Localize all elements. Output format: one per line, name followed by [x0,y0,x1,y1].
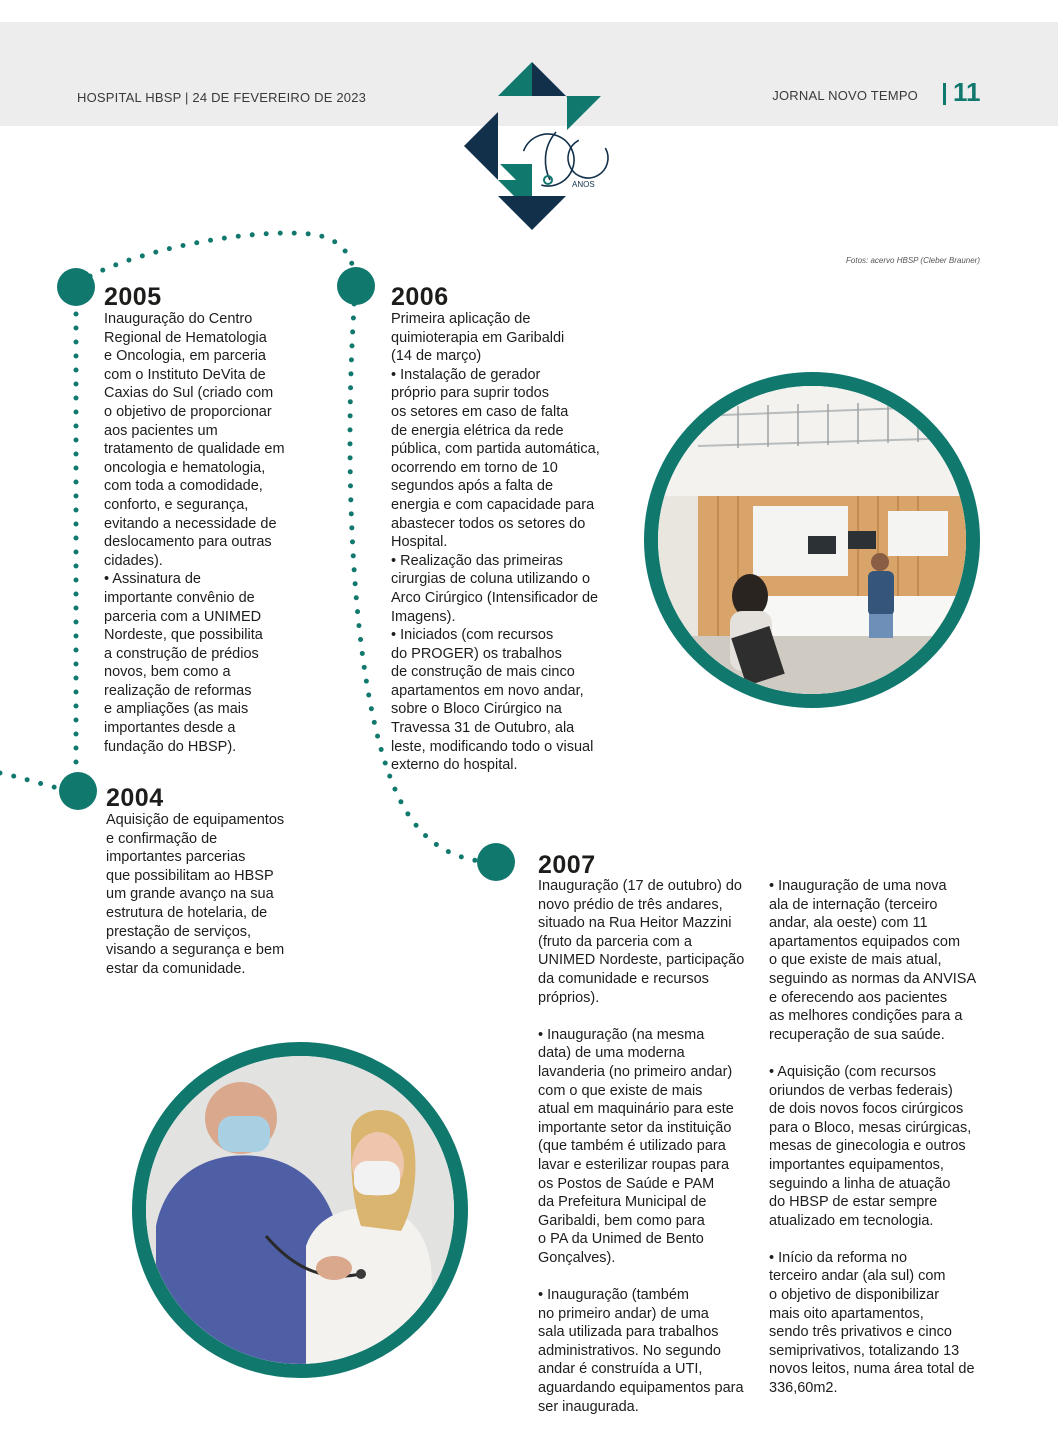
paragraph: Inauguração do Centro Regional de Hematologia e Oncologia, em parceria com o Instituto DeVita de Caxias do Sul (criado com o objetivo de proporcionar aos pacientes um tratamento de qualidade em oncologia e hematologia, com toda a comodidade, conforto, e segurança, evitando a necessidade de deslocamento para outras cidades). [104,311,285,569]
year-2007: 2007 [538,851,596,879]
text-2006 [391,310,616,775]
timeline-node-2005 [57,268,95,306]
text-2007-column-1 [538,877,760,1416]
year-2006: 2006 [391,283,449,311]
paragraph: • Início da reforma no terceiro andar (ala sul) com o objetivo de disponibilizar mais oito apartamentos, sendo três privativos e cinco semiprivativos, totalizando 13 novos leitos, numa área total de 336,60m2. [769,1249,975,1397]
photo-hospital-reception [644,372,980,708]
paragraph: • Iniciados (com recursos do PROGER) os trabalhos de construção de mais cinco apartamentos em novo andar, sobre o Bloco Cirúrgico na Travessa 31 de Outubro, ala leste, modificando todo o visual externo do hospital. [391,627,594,774]
paragraph: • Assinatura de importante convênio de parceria com a UNIMED Nordeste, que possibilita a construção de prédios novos, bem como a realização de reformas e ampliações (as mais importantes desde a fundação do HBSP). [104,571,263,755]
paragraph: Inauguração (17 de outubro) do novo prédio de três andares, situado na Rua Heitor Mazzini (fruto da parceria com a UNIMED Nordeste, participação da comunidade e recursos próprios). [538,878,745,1006]
logo-anos-label: ANOS [572,180,595,189]
text-2004 [106,811,326,978]
photo-credit: Fotos: acervo HBSP (Cleber Brauner) [846,256,980,265]
paragraph: • Inauguração (na mesma data) de uma moderna lavanderia (no primeiro andar) com o que existe de mais atual em maquinário para este importante setor da instituição (que também é utilizado para lavar e esterilizar roupas para os Postos de Saúde e PAM da Prefeitura Municipal de Garibaldi, bem como para o PA da Unimed de Bento Gonçalves). [538,1026,734,1266]
paragraph: • Realização das primeiras cirurgias de coluna utilizando o Arco Cirúrgico (Intensificador de Imagens). [391,552,599,625]
year-2005: 2005 [104,283,162,311]
text-2007-column-2 [769,877,991,1398]
paragraph: • Inauguração (também no primeiro andar) de uma sala utilizada para trabalhos administrativos. No segundo andar é construída a UTI, aguardando equipamentos para ser inaugurada. [538,1287,744,1415]
paragraph: Aquisição de equipamentos e confirmação de importantes parcerias que possibilitam ao HBSP um grande avanço na sua estrutura de hotelaria, de prestação de serviços, visando a segurança e bem estar da comunidade. [106,812,285,977]
header-publication-date: HOSPITAL HBSP | 24 DE FEVEREIRO DE 2023 [77,90,367,105]
text-2005 [104,310,314,756]
paragraph: • Aquisição (com recursos oriundos de verbas federais) de dois novos focos cirúrgicos para o Bloco, mesas cirúrgicas, mesas de ginecologia e outros importantes equipamentos, seguindo a linha de atuação do HBSP de estar sempre atualizado em tecnologia. [769,1063,972,1229]
page-number: 11 [953,77,981,107]
paragraph: • Inauguração de uma nova ala de internação (terceiro andar, ala oeste) com 11 apartamentos equipados com o que existe de mais atual, seguindo as normas da ANVISA e oferecendo aos pacientes as melhores condições para a recuperação de sua saúde. [769,878,977,1043]
timeline-node-2006 [337,267,375,305]
photo-doctor-patient [132,1042,468,1378]
header-journal-name: JORNAL NOVO TEMPO [772,88,918,103]
paragraph: • Instalação de gerador próprio para suprir todos os setores em caso de falta de energia elétrica da rede pública, com partida automática, ocorrendo em torno de 10 segundos após a falta de energia e com capacidade para abastecer todos os setores do Hospital. [391,366,600,551]
timeline-node-2004 [59,772,97,810]
timeline-node-2007 [477,843,515,881]
year-2004: 2004 [106,784,164,812]
paragraph: Primeira aplicação de quimioterapia em Garibaldi (14 de março) [391,311,565,365]
